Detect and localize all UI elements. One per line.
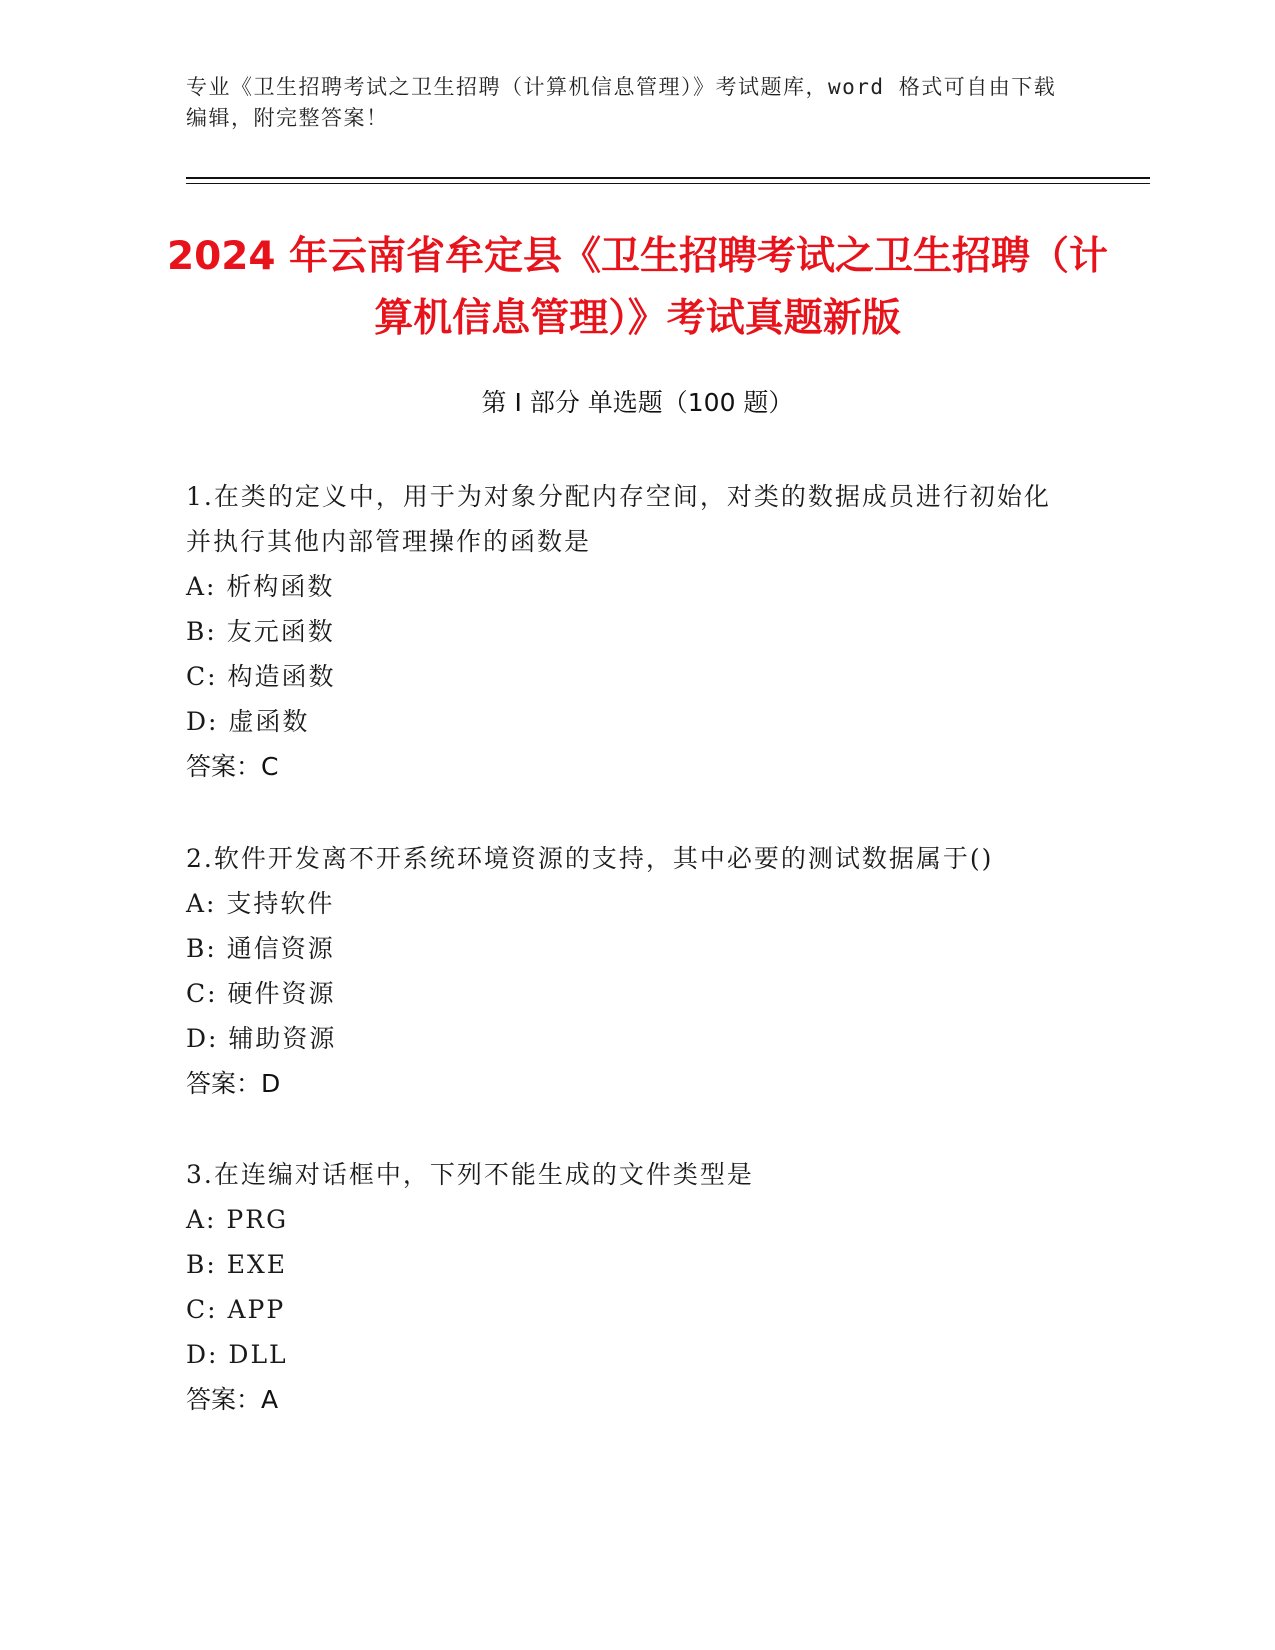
header-divider-thick [186, 177, 1150, 179]
header-note: 专业《卫生招聘考试之卫生招聘（计算机信息管理）》考试题库，word 格式可自由下载编辑，附完整答案！ [186, 75, 1057, 130]
answer-line: 答案：D [186, 1069, 281, 1098]
option-d: D: DLL [186, 1340, 288, 1369]
option-c: C: 硬件资源 [186, 979, 336, 1008]
question-text: 2.软件开发离不开系统环境资源的支持，其中必要的测试数据属于() [186, 844, 994, 873]
header-divider-thin [186, 183, 1150, 184]
section-heading: 第 I 部分 单选题（100 题） [481, 388, 794, 417]
option-a: A: 析构函数 [186, 572, 335, 601]
document-title: 2024 年云南省牟定县《卫生招聘考试之卫生招聘（计算机信息管理）》考试真题新版 [166, 234, 1109, 341]
option-d: D: 虚函数 [186, 707, 310, 736]
question-item [186, 474, 1066, 789]
option-a: A: 支持软件 [186, 889, 335, 918]
option-b: B: 友元函数 [186, 617, 335, 646]
question-item [186, 1152, 1066, 1422]
option-d: D: 辅助资源 [186, 1024, 337, 1053]
question-item [186, 836, 1066, 1106]
question-text: 1.在类的定义中，用于为对象分配内存空间，对类的数据成员进行初始化并执行其他内部管理操作的函数是 [186, 482, 1051, 556]
answer-line: 答案：A [186, 1385, 279, 1414]
option-b: B: 通信资源 [186, 934, 335, 963]
option-c: C: APP [186, 1295, 286, 1324]
option-a: A: PRG [186, 1205, 289, 1234]
option-b: B: EXE [186, 1250, 288, 1279]
answer-line: 答案：C [186, 752, 279, 781]
question-text: 3.在连编对话框中，下列不能生成的文件类型是 [186, 1160, 754, 1189]
option-c: C: 构造函数 [186, 662, 336, 691]
